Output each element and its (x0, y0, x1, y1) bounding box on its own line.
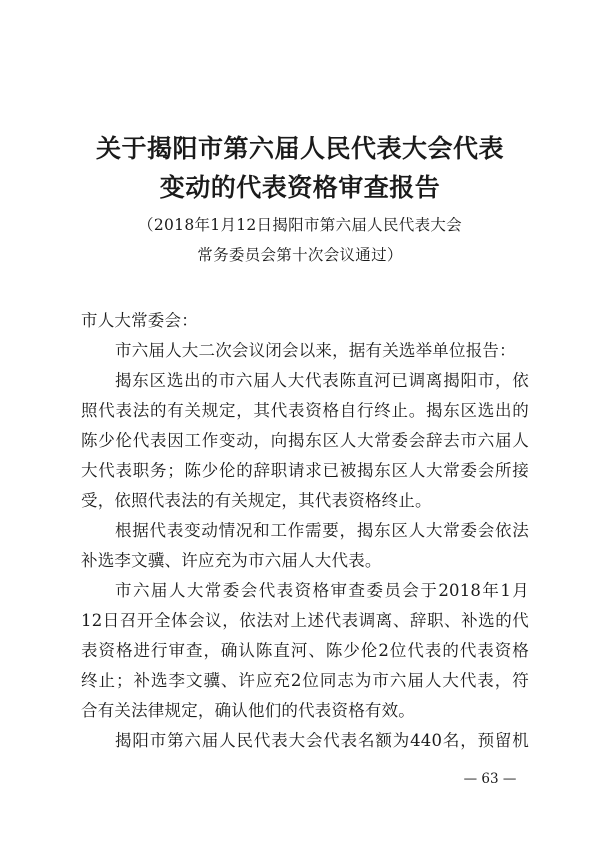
body-line: 根据代表变动情况和工作需要，揭东区人大常委会依法 (115, 521, 529, 540)
body-line: 合有关法律规定，确认他们的代表资格有效。 (81, 701, 415, 720)
body-line: 照代表法的有关规定，其代表资格自行终止。揭东区选出的 (81, 401, 529, 420)
document-title-line-2: 变动的代表资格审查报告 (159, 173, 441, 202)
page-number: — 63 — (463, 771, 517, 787)
body-line: 12日召开全体会议，依法对上述代表调离、辞职、补选的代 (81, 611, 529, 630)
body-line: 大代表职务；陈少伦的辞职请求已被揭东区人大常委会所接 (81, 461, 529, 480)
body-line: 陈少伦代表因工作变动，向揭东区人大常委会辞去市六届人 (81, 431, 529, 450)
body-line: 揭东区选出的市六届人大代表陈直河已调离揭阳市，依 (115, 371, 529, 390)
document-title-line-1: 关于揭阳市第六届人民代表大会代表 (95, 134, 504, 163)
body-line: 表资格进行审查，确认陈直河、陈少伦2位代表的代表资格 (81, 641, 529, 660)
body-line: 补选李文骥、许应充为市六届人大代表。 (81, 551, 382, 570)
body-line: 揭阳市第六届人民代表大会代表名额为440名，预留机 (115, 731, 529, 750)
body-line: 市六届人大二次会议闭会以来，据有关选举单位报告： (115, 341, 516, 360)
body-line: 受，依照代表法的有关规定，其代表资格终止。 (81, 491, 432, 510)
salutation: 市人大常委会： (81, 311, 198, 330)
body-line: 终止；补选李文骥、许应充2位同志为市六届人大代表，符 (81, 671, 529, 690)
body-line: 市六届人大常委会代表资格审查委员会于2018年1月 (115, 581, 529, 600)
document-subtitle-line-2: 常务委员会第十次会议通过） (197, 246, 403, 264)
document-subtitle-line-1: （2018年1月12日揭阳市第六届人民代表大会 (138, 216, 462, 234)
